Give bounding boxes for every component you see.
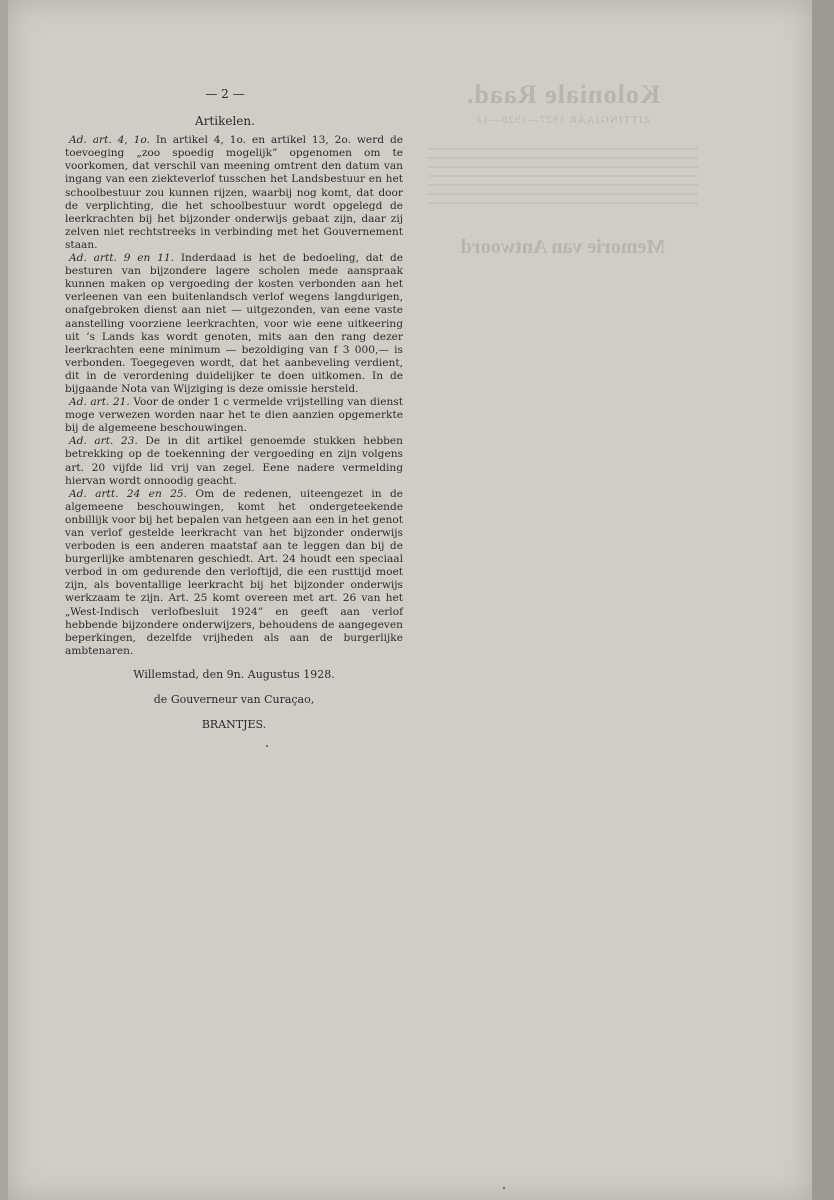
paragraph — [65, 252, 403, 396]
section-heading: Artikelen. — [195, 114, 255, 129]
article-reference: Ad. art. 4, 1o. — [69, 134, 150, 147]
paragraph-text: In artikel 4, 1o. en artikel 13, 2o. werd de toevoeging „zoo spoedig mogelijk” opgenomen om te voorkomen, dat verschil van meening omtrent den datum van ingang van een ziekteverlof tusschen het Landsbestuur en het schoolbestuur zou kunnen rijzen, waarbij nog komt, dat door de verplichting, die het schoolbestuur wordt opgelegd de leerkrachten bij het bijzonder onderwijs gebaat zijn, daar zij zelven niet rechtstreeks in verbinding met het Gouvernement staan. — [65, 134, 403, 251]
bleed-through-reverse-text — [428, 80, 698, 310]
paper-speck — [503, 1187, 505, 1189]
page-number: — 2 — — [205, 87, 245, 101]
paragraph-text: Om de redenen, uiteengezet in de algemeene beschouwingen, komt het ondergeteekende onbillijk voor bij het bepalen van hetgeen aan een in het genot van verlof gestelde leerkracht van het bijzonder onderwijs verboden is een anderen maatstaf aan te leggen dan bij de burgerlijke ambtenaren geschiedt. Art. 24 houdt een speciaal verbod in om gedurende den verloftijd, die een rusttijd moet zijn, als boventallige leerkracht bij het bijzonder onderwijs werkzaam te zijn. Art. 25 komt overeen met art. 26 van het „West-Indisch verlofbesluit 1924” en geeft aan verlof hebbende bijzondere onderwijzers, behoudens de aangegeven beperkingen, dezelfde vrijheden als aan de burgerlijke ambtenaren. — [65, 487, 404, 657]
paragraph — [65, 488, 403, 658]
paragraph — [65, 396, 403, 435]
paragraph-text: Voor de onder 1 c vermelde vrijstelling van dienst moge verwezen worden naar het te dien aanzien opgemerkte bij de algemeene beschouwingen. — [65, 396, 403, 435]
bleed-subtitle: ZITTINGJAAR 1927—1928—14 — [475, 114, 651, 126]
document-page — [8, 0, 812, 1200]
document-body — [65, 88, 403, 731]
paragraph — [65, 435, 403, 487]
article-reference: Ad. artt. 9 en 11. — [69, 252, 175, 265]
bleed-memo-heading: Memorie van Antwoord — [460, 236, 666, 258]
paragraph-text: Inderdaad is het de bedoeling, dat de besturen van bijzondere lagere scholen mede aanspraak kunnen maken op vergoeding der kosten verbonden aan het verleenen van een buitenlandsch verlof wegens langdurigen, onafgebroken dienst aan niet — uitgezonden, van eene vaste aanstelling voorziene leerkrachten, voor wie eene uitkeering uit ’s Lands kas wordt genoten, mits aan den rang dezer leerkrachten eene minimum — bezoldiging van f 3 000,— is verbonden. Toegegeven wordt, dat het aanbeveling verdient, dit in de verordening duidelijker te doen uitkomen. In de bijgaande Nota van Wijziging is deze omissie hersteld. — [65, 252, 403, 395]
place-date: Willemstad, den 9n. Augustus 1928. — [133, 667, 335, 681]
page-edge — [812, 0, 834, 1200]
article-reference: Ad. artt. 24 en 25. — [69, 487, 188, 500]
paper-speck — [266, 745, 268, 747]
paragraph — [65, 134, 403, 252]
bleed-title: Koloniale Raad. — [465, 80, 661, 109]
bleed-text-lines — [428, 148, 698, 208]
signatory-title: de Gouverneur van Curaçao, — [153, 693, 315, 707]
signatory-name: BRANTJES. — [201, 718, 267, 732]
article-reference: Ad. art. 23. — [69, 435, 138, 448]
paragraph-text: De in dit artikel genoemde stukken hebben betrekking op de toekenning der vergoeding en zijn volgens art. 20 vijfde lid vrij van zegel. Eene nadere vermelding hiervan wordt onnoodig geacht. — [65, 435, 404, 487]
article-reference: Ad. art. 21. — [69, 396, 130, 409]
